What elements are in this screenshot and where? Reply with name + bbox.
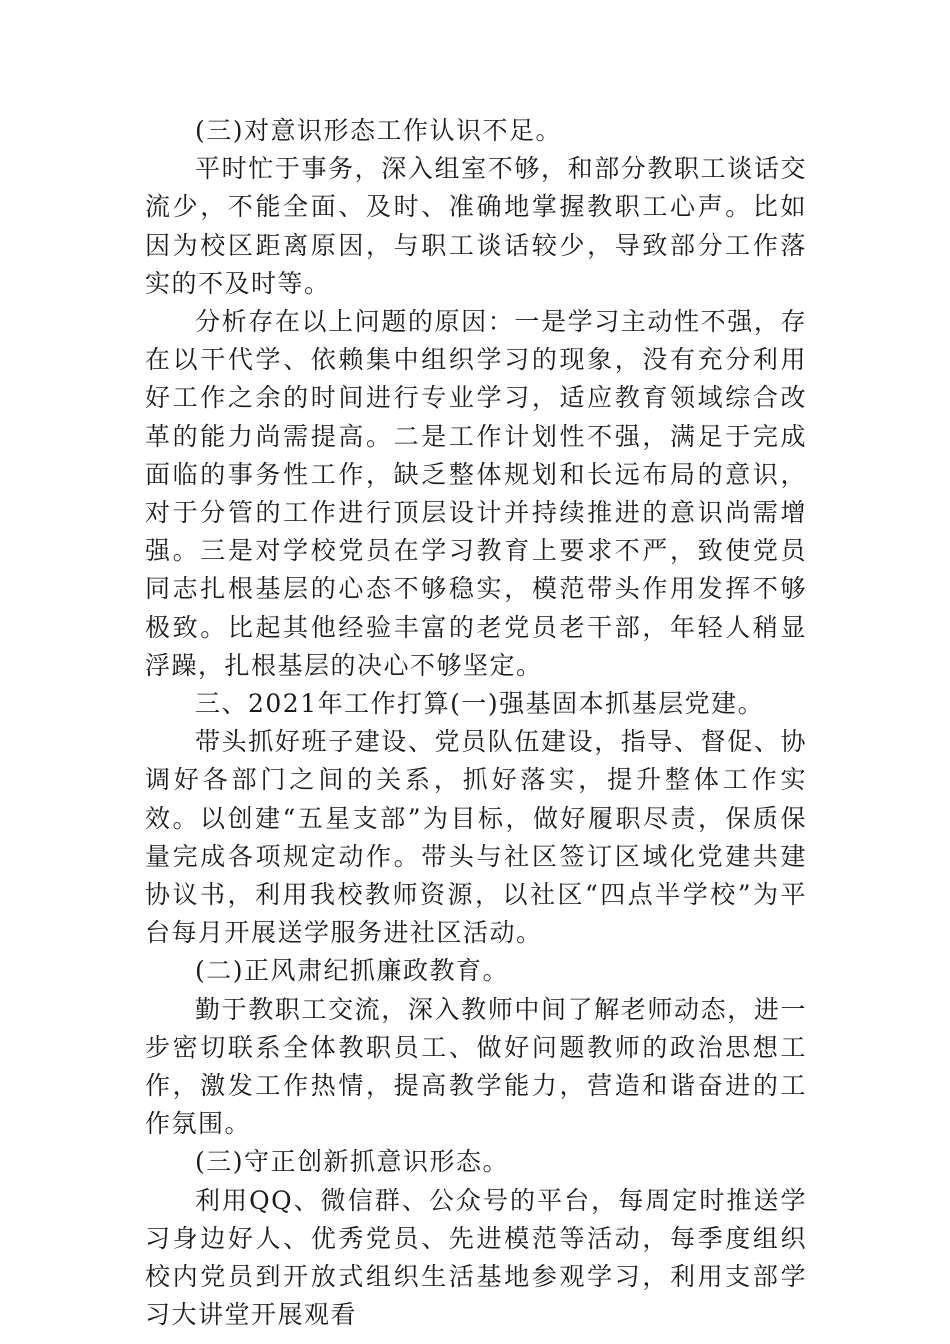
paragraph-communication: 平时忙于事务，深入组室不够，和部分教职工谈话交流少，不能全面、及时、准确地掌握教职工心声。比如因为校区距离原因，与职工谈话较少，导致部分工作落实的不及时等。 (145, 154, 807, 298)
paragraph-party-building: 带头抓好班子建设、党员队伍建设，指导、督促、协调好各部门之间的关系，抓好落实，提升整体工作实效。以创建“五星支部”为目标，做好履职尽责，保质保量完成各项规定动作。带头与社区签订区域化党建共建协议书，利用我校教师资源，以社区“四点半学校”为平台每月开展送学服务进社区活动。 (145, 727, 807, 948)
heading-integrity-education: (二)正风肃纪抓廉政教育。 (195, 956, 510, 986)
heading-ideology-innovation: (三)守正创新抓意识形态。 (195, 1147, 510, 1177)
paragraph-staff-exchange: 勤于教职工交流，深入教师中间了解老师动态，进一步密切联系全体教职员工、做好问题教师的政治思想工作，激发工作热情，提高教学能力，营造和谐奋进的工作氛围。 (145, 994, 807, 1139)
paragraph-online-platforms: 利用QQ、微信群、公众号的平台，每周定时推送学习身边好人、优秀党员、先进模范等活动，每季度组织校内党员到开放式组织生活基地参观学习，利用支部学习大讲堂开展观看 (145, 1185, 807, 1330)
document-page (145, 112, 807, 1335)
heading-ideology-awareness: (三)对意识形态工作认识不足。 (195, 116, 563, 145)
paragraph-cause-analysis: 分析存在以上问题的原因：一是学习主动性不强，存在以干代学、依赖集中组织学习的现象，没有充分利用好工作之余的时间进行专业学习，适应教育领域综合改革的能力尚需提高。二是工作计划性不强，满足于完成面临的事务性工作，缺乏整体规划和长远布局的意识，对于分管的工作进行顶层设计并持续推进的意识尚需增强。三是对学校党员在学习教育上要求不严，致使党员同志扎根基层的心态不够稳实，模范带头作用发挥不够极致。比起其他经验丰富的老党员老干部，年轻人稍显浮躁，扎根基层的决心不够坚定。 (145, 307, 807, 680)
heading-2021-plan: 三、2021年工作打算(一)强基固本抓基层党建。 (195, 689, 765, 719)
